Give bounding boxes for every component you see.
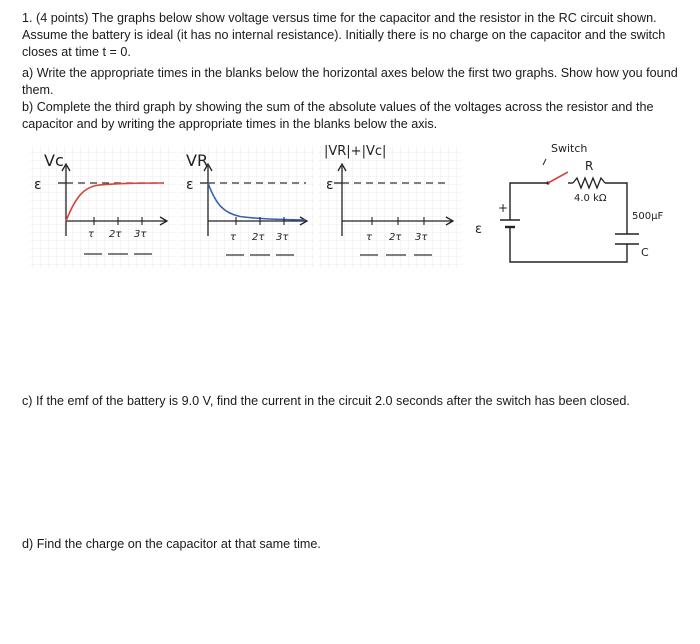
graph-vr-ylabel: VR: [186, 151, 209, 170]
part-d-text: d) Find the charge on the capacitor at that same time.: [22, 537, 321, 551]
graph-sum-emf-label: ε: [326, 177, 334, 193]
resistor-symbol: [573, 178, 605, 188]
resistor-value: 4.0 kΩ: [574, 193, 607, 204]
switch-pointer: [543, 159, 546, 165]
switch-label: Switch: [551, 142, 588, 155]
switch-blade[interactable]: [548, 172, 568, 183]
part-a-text: a) Write the appropriate times in the blanks below the horizontal axes below the first two graphs. Show how you found them.: [22, 66, 678, 97]
wire-right: [605, 183, 627, 234]
capacitor-value: 500μF: [632, 211, 664, 222]
graph-vc-tick-label-3: 3τ: [134, 229, 147, 240]
graph-vc-tick-label-1: τ: [88, 229, 95, 240]
graph-sum: [318, 144, 462, 268]
graph-vr-tick-label-1: τ: [230, 232, 237, 243]
graph-sum-tick-label-3: 3τ: [415, 232, 428, 243]
capacitor-label: C: [641, 246, 649, 259]
graph-vc-ylabel: Vc: [44, 151, 64, 170]
part-c-text: c) If the emf of the battery is 9.0 V, find the current in the circuit 2.0 seconds after the switch has been closed.: [22, 394, 630, 408]
resistor-label: R: [585, 159, 594, 173]
problem-intro: 1. (4 points) The graphs below show voltage versus time for the capacitor and the resistor in the RC circuit shown. Assume the battery is ideal (it has no internal resistance). Initially there is no charge on the capacitor and the switch closes at time t = 0.: [22, 11, 666, 59]
graph-sum-grid: [318, 146, 462, 268]
graph-vc-tick-label-2: 2τ: [109, 229, 122, 240]
graph-vr-tick-label-3: 3τ: [276, 232, 289, 243]
graph-vr-emf-label: ε: [186, 177, 194, 193]
graph-sum-tick-label-2: 2τ: [389, 232, 402, 243]
part-b-text: b) Complete the third graph by showing the sum of the absolute values of the voltages across the resistor and the capacitor and by writing the appropriate times in the blanks below the axis.: [22, 100, 654, 131]
wire-bottom: [510, 227, 627, 262]
graph-vc: [30, 146, 176, 268]
wire-left-top: [510, 183, 548, 220]
graph-sum-ylabel: |VR|+|Vc|: [324, 144, 387, 159]
battery-plus-sign: +: [498, 201, 509, 215]
rc-circuit: [475, 142, 663, 262]
graph-vc-emf-label: ε: [34, 177, 42, 193]
graph-vr: [178, 146, 314, 268]
battery-emf-label: ε: [475, 222, 483, 237]
graph-sum-tick-label-1: τ: [366, 232, 373, 243]
graph-vr-tick-label-2: 2τ: [252, 232, 265, 243]
